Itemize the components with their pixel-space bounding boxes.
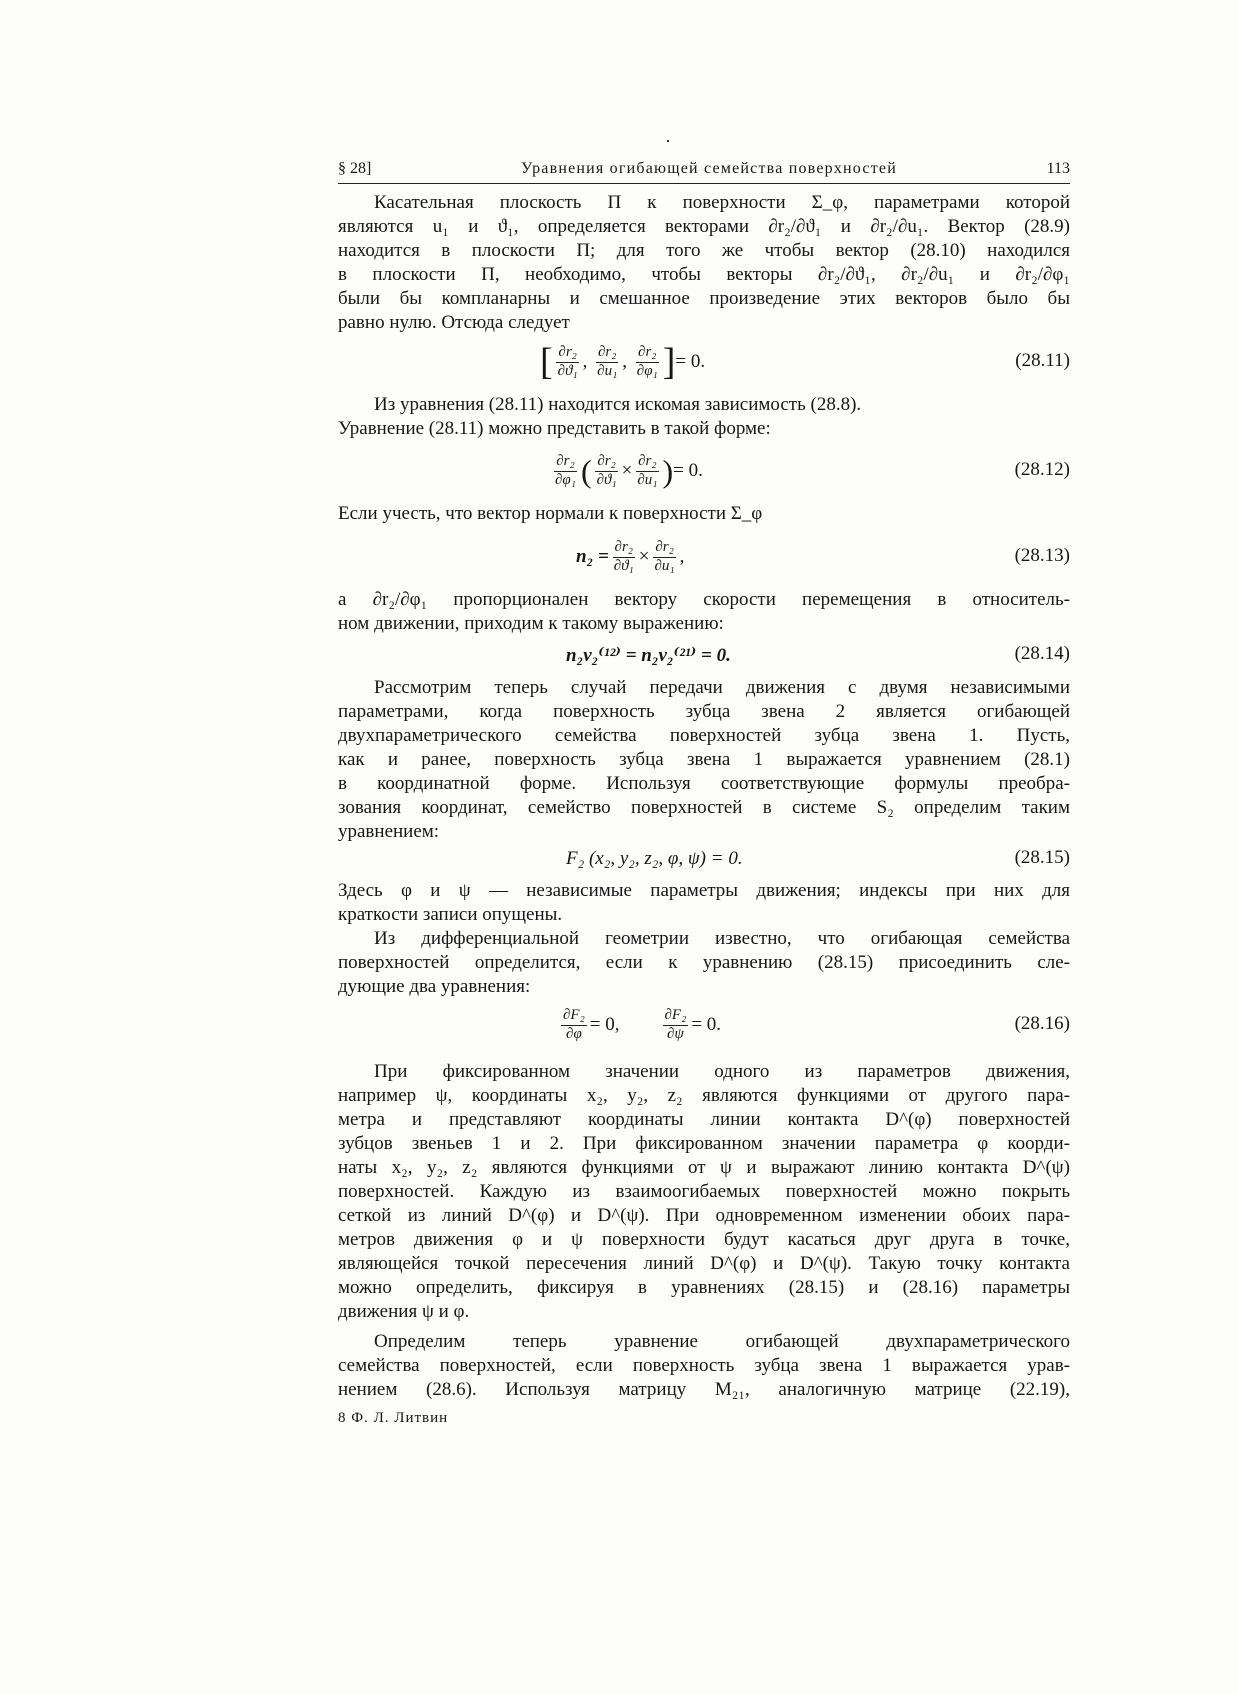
text-line: а ∂r₂/∂φ₁ пропорционален вектору скорости перемещения в относитель-: [338, 589, 1070, 610]
text-line: были бы компланарны и смешанное произведение этих векторов было бы: [338, 288, 1070, 309]
scan-speck: [667, 140, 669, 142]
text-line: краткости записи опущены.: [338, 904, 563, 925]
equation-28-16: $\frac{\text{∂F₂}}{\partial\varphi}$ = 0, $\frac{\text{∂F₂}}{\partial\psi}$ = 0. (28.16): [563, 1007, 1070, 1042]
text-line: сеткой из линий D^(φ) и D^(ψ). При одновременном изменении обоих пара-: [338, 1205, 1070, 1226]
text-line: наты x₂, y₂, z₂ являются функциями от ψ и выражают линию контакта D^(ψ): [338, 1157, 1070, 1178]
running-title: Уравнения огибающей семейства поверхностей: [520, 160, 897, 177]
text-line: равно нулю. Отсюда следует: [338, 312, 570, 333]
text-line: поверхностей. Каждую из взаимоогибаемых поверхностей можно покрыть: [338, 1181, 1070, 1202]
fraction: $\frac{\text{∂r₂}}{\text{∂ϑ₁}}$: [613, 539, 634, 574]
text-line: Уравнение (28.11) можно представить в такой форме:: [338, 418, 771, 439]
text-line: уравнением:: [338, 821, 440, 842]
text-line: Определим теперь уравнение огибающей двухпараметрического: [374, 1331, 1070, 1352]
text-line: как и ранее, поверхность зубца звена 1 выражается уравнением (28.1): [338, 749, 1070, 770]
text-line: можно определить, фиксируя в уравнениях (28.15) и (28.16) параметры: [338, 1277, 1070, 1298]
text-line: являющейся точкой пересечения линий D^(φ) и D^(ψ). Такую точку контакта: [338, 1253, 1070, 1274]
fraction: $\frac{\text{∂r₂}}{\text{∂u₁}}$: [597, 344, 618, 379]
equation-28-11: [ $\frac{\text{∂r₂}}{\text{∂ϑ₁}}$ , $\frac{\text{∂r₂}}{\text{∂u₁}}$ , $\frac{\text{∂r₂}}{\text{∂φ₁}}$ ] = 0. (28.11): [540, 341, 1070, 383]
text-line: параметрами, когда поверхность зубца звена 2 является огибающей: [338, 701, 1070, 722]
text-line: метров движения φ и ψ поверхности будут касаться друг друга в точке,: [338, 1229, 1070, 1250]
fraction: $\frac{\text{∂F₂}}{\partial\psi}$: [664, 1007, 687, 1042]
signature-mark: 8 Ф. Л. Литвин: [338, 1410, 449, 1426]
fraction: $\frac{\text{∂r₂}}{\text{∂ϑ₁}}$: [557, 344, 578, 379]
equation-number: (28.11): [1015, 350, 1070, 371]
header-rule: [338, 183, 1070, 184]
text-line: ном движении, приходим к такому выражению:: [338, 613, 724, 634]
fraction: $\frac{\text{∂r₂}}{\text{∂u₁}}$: [637, 453, 658, 488]
fraction: $\frac{\text{∂F₂}}{\partial\varphi}$: [563, 1007, 585, 1042]
running-head: [338, 160, 1070, 178]
text-line: Из уравнения (28.11) находится искомая зависимость (28.8).: [374, 394, 862, 415]
text-line: двухпараметрического семейства поверхностей зубца звена 1. Пусть,: [338, 725, 1070, 746]
equation-number: (28.16): [1014, 1013, 1070, 1034]
text-line: Если учесть, что вектор нормали к поверхности Σ_φ: [338, 503, 763, 524]
text-line: находится в плоскости П; для того же чтобы вектор (28.10) находился: [338, 240, 1070, 261]
page-number: 113: [1046, 160, 1070, 177]
equation-number: (28.13): [1014, 545, 1070, 566]
equation-number: (28.14): [1014, 643, 1070, 664]
text-line: движения ψ и φ.: [338, 1301, 470, 1322]
text-line: поверхностей определится, если к уравнению (28.15) присоединить сле-: [338, 952, 1070, 973]
equation-number: (28.12): [1014, 459, 1070, 480]
text-line: При фиксированном значении одного из параметров движения,: [374, 1061, 1070, 1082]
text-line: метра и представляют координаты линии контакта D^(φ) поверхностей: [338, 1109, 1070, 1130]
text-line: семейства поверхностей, если поверхность зубца звена 1 выражается урав-: [338, 1355, 1070, 1376]
text-line: дующие два уравнения:: [338, 976, 531, 997]
text-line: являются u₁ и ϑ₁, определяется векторами ∂r₂/∂ϑ₁ и ∂r₂/∂u₁. Вектор (28.9): [338, 216, 1070, 237]
text-line: Здесь φ и ψ — независимые параметры движения; индексы при них для: [338, 880, 1070, 901]
text-line: зования координат, семейство поверхностей в системе S₂ определим таким: [338, 797, 1070, 818]
fraction: $\frac{\text{∂r₂}}{\text{∂φ₁}}$: [555, 453, 576, 488]
text-line: нением (28.6). Используя матрицу M₂₁, аналогичную матрице (22.19),: [338, 1379, 1070, 1400]
text-line: зубцов звеньев 1 и 2. При фиксированном значении параметра φ коорди-: [338, 1133, 1070, 1154]
equation-28-13: n₂ = $\frac{\text{∂r₂}}{\text{∂ϑ₁}}$ × $\frac{\text{∂r₂}}{\text{∂u₁}}$ , (28.13): [576, 539, 1070, 574]
text-line: в координатной форме. Используя соответствующие формулы преобра-: [338, 773, 1070, 794]
text-line: например ψ, координаты x₂, y₂, z₂ являются функциями от другого пара-: [338, 1085, 1070, 1106]
text-line: Из дифференциальной геометрии известно, что огибающая семейства: [374, 928, 1070, 949]
section-number: § 28]: [338, 160, 372, 177]
fraction: $\frac{\text{∂r₂}}{\text{∂φ₁}}$: [636, 344, 658, 379]
text-line: Касательная плоскость П к поверхности Σ_φ, параметрами которой: [374, 192, 1070, 213]
fraction: $\frac{\text{∂r₂}}{\text{∂u₁}}$: [654, 539, 675, 574]
equation-28-12: $\frac{\text{∂r₂}}{\text{∂φ₁}}$ ( $\frac{\text{∂r₂}}{\text{∂ϑ₁}}$ × $\frac{\text{∂r₂}}{\text{∂u₁}}$ ) = 0. (28.12): [555, 453, 1070, 489]
text-line: Рассмотрим теперь случай передачи движения с двумя независимыми: [374, 677, 1070, 698]
equation-28-15: F₂ (x₂, y₂, z₂, φ, ψ) = 0. (28.15): [566, 847, 1070, 869]
equation-number: (28.15): [1014, 847, 1070, 868]
fraction: $\frac{\text{∂r₂}}{\text{∂ϑ₁}}$: [596, 453, 617, 488]
text-line: в плоскости П, необходимо, чтобы векторы ∂r₂/∂ϑ₁, ∂r₂/∂u₁ и ∂r₂/∂φ₁: [338, 264, 1070, 285]
equation-28-14: n₂v₂⁽¹²⁾ = n₂v₂⁽²¹⁾ = 0. (28.14): [566, 643, 1070, 666]
